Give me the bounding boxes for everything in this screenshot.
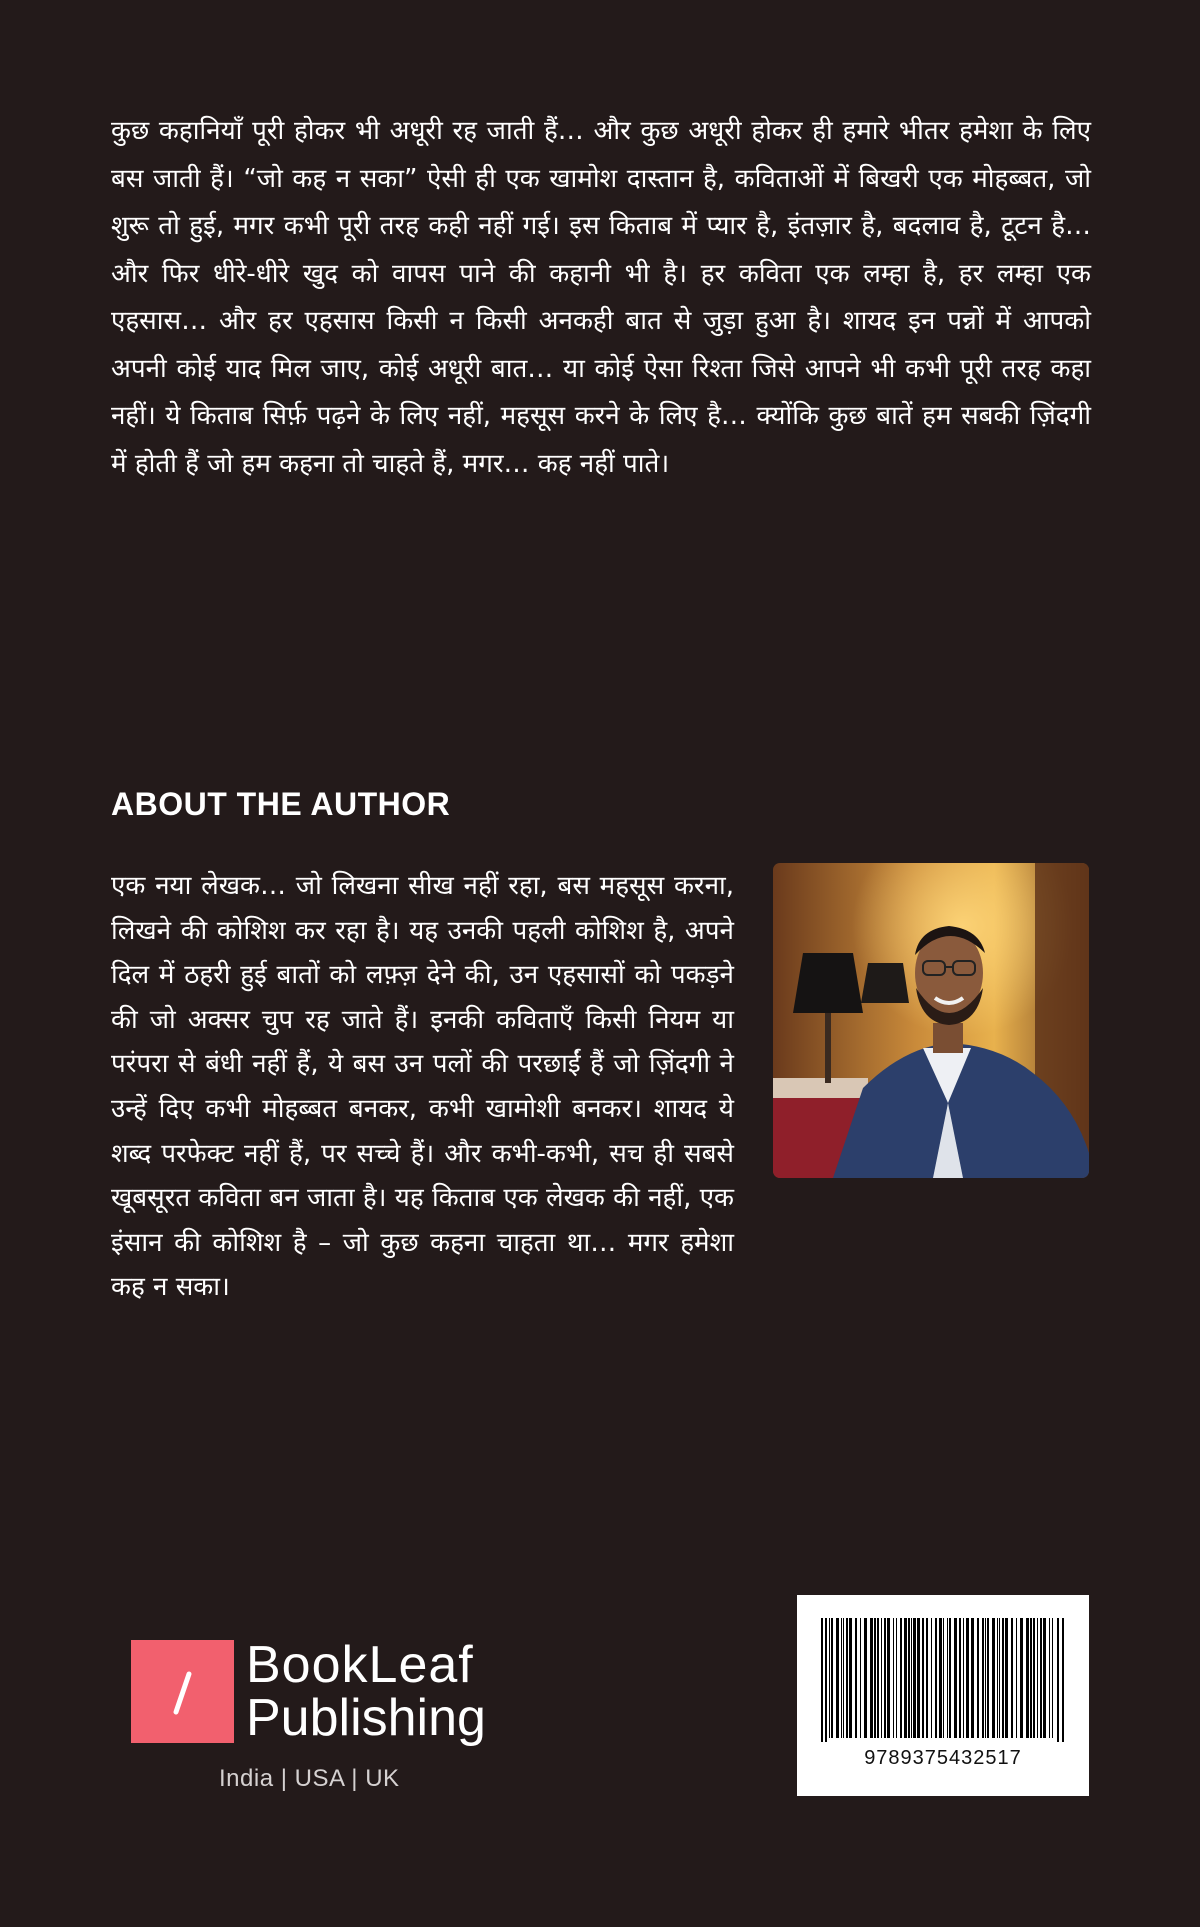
barcode-bar bbox=[881, 1618, 882, 1738]
barcode-bar bbox=[1040, 1618, 1042, 1738]
barcode-bar bbox=[987, 1618, 989, 1738]
barcode-bar bbox=[1062, 1618, 1064, 1742]
barcode-bar bbox=[1049, 1618, 1050, 1738]
barcode-bar bbox=[982, 1618, 984, 1738]
publisher-name-line2: Publishing bbox=[246, 1689, 486, 1747]
barcode-bar bbox=[870, 1618, 873, 1738]
barcode-bar bbox=[893, 1618, 894, 1738]
barcode-bar bbox=[977, 1618, 979, 1738]
barcode-bar bbox=[959, 1618, 961, 1738]
barcode-bar bbox=[1020, 1618, 1023, 1738]
barcode-bar bbox=[887, 1618, 890, 1738]
barcode-bar bbox=[843, 1618, 844, 1738]
barcode-bar bbox=[1037, 1618, 1038, 1738]
back-cover-blurb: कुछ कहानियाँ पूरी होकर भी अधूरी रह जाती हैं… और कुछ अधूरी होकर ही हमारे भीतर हमेशा के लिए बस जाती हैं। “जो कह न सका” ऐसी ही एक खामोश दास्तान है, कविताओं में बिखरी एक मोहब्बत, जो शुरू तो हुई, मगर कभी पूरी तरह कही नहीं गई। इस किताब में प्यार है, इंतज़ार है, बदलाव है, टूटन है… और फिर धीरे-धीरे खुद को वापस पाने की कहानी भी है। हर कविता एक लम्हा है, हर लम्हा एक एहसास… और हर एहसास किसी न किसी अनकही बात से जुड़ा हुआ है। शायद इन पन्नों में आपको अपनी कोई याद मिल जाए, कोई अधूरी बात… या कोई ऐसा रिश्ता जिसे आपने भी कभी पूरी तरह कहा नहीं। ये किताब सिर्फ़ पढ़ने के लिए नहीं, महसूस करने के लिए है… क्योंकि कुछ बातें हम सबकी ज़िंदगी में होती हैं जो हम कहना तो चाहते हैं, मगर… कह नहीं पाते। bbox=[111, 116, 1091, 479]
barcode-bar bbox=[1011, 1618, 1013, 1738]
barcode-bar bbox=[954, 1618, 957, 1738]
publisher-name-line1: BookLeaf bbox=[246, 1636, 474, 1694]
barcode-bar bbox=[939, 1618, 942, 1738]
barcode-bar bbox=[864, 1618, 867, 1738]
isbn-number: 9789375432517 bbox=[864, 1747, 1022, 1769]
barcode-bar bbox=[908, 1618, 910, 1738]
barcode-bar bbox=[1057, 1618, 1059, 1742]
barcode-bar bbox=[997, 1618, 998, 1738]
barcode-bar bbox=[935, 1618, 937, 1738]
barcode-bar bbox=[1043, 1618, 1046, 1738]
barcode-bar bbox=[825, 1618, 827, 1742]
barcode-bar bbox=[836, 1618, 839, 1738]
barcode-bar bbox=[874, 1618, 876, 1738]
publisher-logo-mark bbox=[131, 1640, 234, 1743]
barcode-bar bbox=[947, 1618, 948, 1738]
barcode-bar bbox=[911, 1618, 912, 1738]
barcode-bar bbox=[884, 1618, 886, 1738]
barcode-bar bbox=[855, 1618, 857, 1738]
barcode-bar bbox=[922, 1618, 924, 1738]
barcode-bar bbox=[1033, 1618, 1035, 1738]
barcode-bar bbox=[999, 1618, 1000, 1738]
isbn-barcode bbox=[797, 1595, 1089, 1796]
barcode-bar bbox=[1005, 1618, 1008, 1738]
barcode-bar bbox=[943, 1618, 944, 1738]
barcode-bar bbox=[904, 1618, 907, 1738]
barcode-bar bbox=[896, 1618, 897, 1738]
barcode-bar bbox=[860, 1618, 861, 1738]
barcode-bar bbox=[829, 1618, 830, 1738]
barcode-bar bbox=[966, 1618, 969, 1738]
barcode-bar bbox=[831, 1618, 833, 1738]
barcode-bar bbox=[971, 1618, 974, 1738]
barcode-bar bbox=[900, 1618, 902, 1738]
barcode-bar bbox=[949, 1618, 951, 1738]
barcode-bar bbox=[841, 1618, 842, 1738]
barcode-bar bbox=[931, 1618, 932, 1738]
barcode-bar bbox=[821, 1618, 823, 1742]
barcode-bar bbox=[849, 1618, 852, 1738]
barcode-bar bbox=[917, 1618, 920, 1738]
author-photo bbox=[773, 863, 1089, 1178]
publisher-regions: India | USA | UK bbox=[219, 1765, 400, 1792]
barcode-bar bbox=[1002, 1618, 1004, 1738]
barcode-bar bbox=[1026, 1618, 1029, 1738]
barcode-bars bbox=[821, 1618, 1065, 1742]
barcode-bar bbox=[926, 1618, 928, 1738]
barcode-bar bbox=[877, 1618, 879, 1738]
about-author-heading: ABOUT THE AUTHOR bbox=[111, 786, 451, 822]
publisher-logo bbox=[131, 1637, 511, 1767]
barcode-bar bbox=[985, 1618, 986, 1738]
barcode-bar bbox=[913, 1618, 916, 1738]
barcode-bar bbox=[1030, 1618, 1032, 1738]
barcode-bar bbox=[992, 1618, 995, 1738]
barcode-bar bbox=[963, 1618, 964, 1738]
barcode-bar bbox=[1052, 1618, 1053, 1738]
barcode-bar bbox=[846, 1618, 848, 1738]
barcode-bar bbox=[1016, 1618, 1017, 1738]
about-author-text: एक नया लेखक… जो लिखना सीख नहीं रहा, बस महसूस करना, लिखने की कोशिश कर रहा है। यह उनकी पहली कोशिश है, अपने दिल में ठहरी हुई बातों को लफ़्ज़ देने की, उन एहसासों को पकड़ने की जो अक्सर चुप रह जाते हैं। इनकी कविताएँ किसी नियम या परंपरा से बंधी नहीं हैं, ये बस उन पलों की परछाईं हैं जो ज़िंदगी ने उन्हें दिए कभी मोहब्बत बनकर, कभी खामोशी बनकर। शायद ये शब्द परफेक्ट नहीं हैं, पर सच्चे हैं। और कभी-कभी, सच ही सबसे खूबसूरत कविता बन जाता है। यह किताब एक लेखक की नहीं, एक इंसान की कोशिश है – जो कुछ कहना चाहता था… मगर हमेशा कह न सका। bbox=[111, 871, 734, 1303]
